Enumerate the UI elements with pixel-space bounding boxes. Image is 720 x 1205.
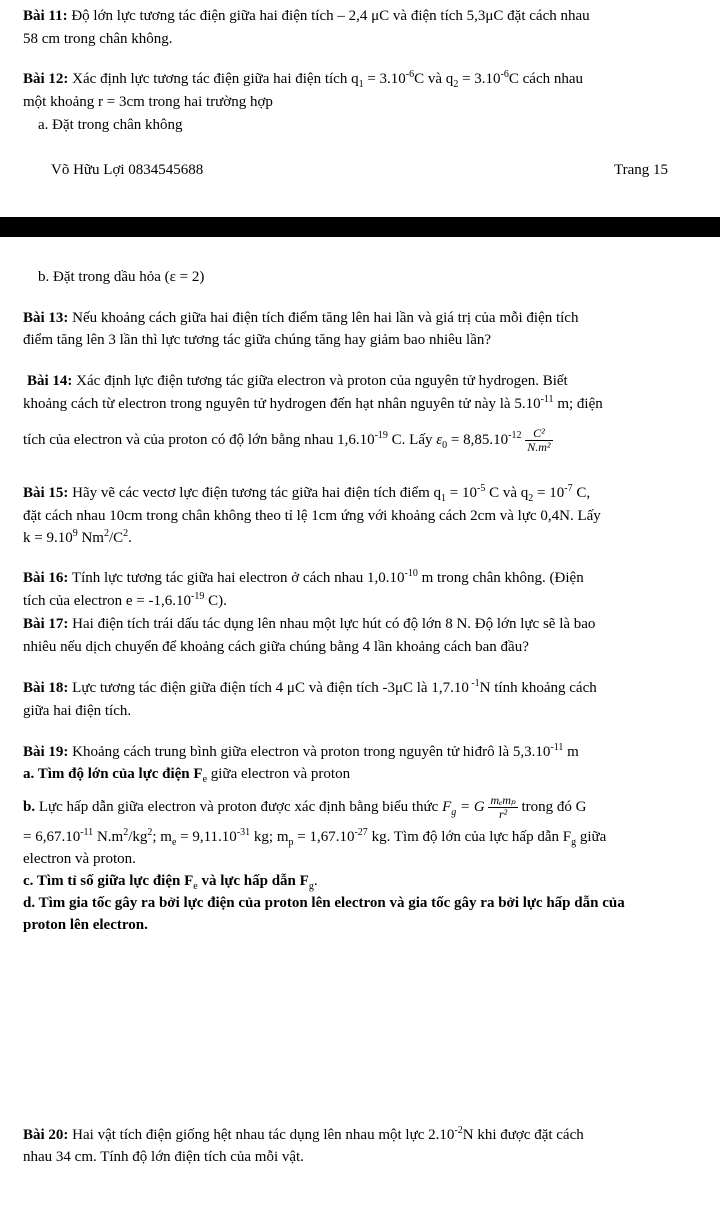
bai12-label: Bài 12: (23, 71, 69, 87)
epsilon-unit-fraction: $\frac{\text{C²}}{\text{N.m²}}$ (527, 426, 551, 455)
bai13-label: Bài 13: (23, 310, 69, 326)
bai12-part-b: b. Đặt trong dầu hỏa (ε = 2) (38, 269, 205, 285)
footer-author: Võ Hữu Lợi 0834545688 (51, 162, 204, 178)
footer-page-number: Trang 15 (614, 162, 669, 178)
bai20-line1: Bài 20: Hai vật tích điện giống hệt nhau tác dụng lên nhau một lực $2.10^{-2}N$ khi được đặt cách (23, 1125, 584, 1143)
bai16-line1: Bài 16: Tính lực tương tác giữa hai electron ở cách nhau $1,0.10^{-10}$ m trong chân không. (Điện (23, 568, 584, 586)
bai18-line2: giữa hai điện tích. (23, 703, 132, 719)
bai11-line2: 58 cm trong chân không. (23, 31, 173, 47)
bai17-line2: nhiêu nếu dịch chuyển để khoảng cách giữa chúng bằng 4 lần khoảng cách ban đầu? (23, 639, 529, 655)
bai17-line1: Bài 17: Hai điện tích trái dấu tác dụng lên nhau một lực hút có độ lớn 8 N. Độ lớn lực sẽ là bao (23, 616, 596, 632)
bai18-label: Bài 18: (23, 680, 69, 696)
bai13-line2: điểm tăng lên 3 lần thì lực tương tác giữa chúng tăng hay giảm bao nhiêu lần? (23, 332, 492, 348)
bai16-label: Bài 16: (23, 570, 69, 586)
bai20-label: Bài 20: (23, 1127, 69, 1143)
bai15-label: Bài 15: (23, 485, 69, 501)
bai19-part-d: d. Tìm gia tốc gây ra bởi lực điện của proton lên electron và gia tốc gây ra bởi lực hấp dẫn của (23, 895, 625, 911)
bai14-line3: tích của electron và của proton có độ lớn bằng nhau $1,6.10^{-19}$ C. Lấy $\varepsilon_0 = 8,85.10^{-12}$ $\frac{\text{C²}}{\text{N.m²}}$ (23, 426, 551, 455)
bai14-label: Bài 14: (27, 373, 73, 389)
bai15-line1: Bài 15: Hãy vẽ các vectơ lực điện tương tác giữa hai điện tích điểm $q_1 = 10^{-5}$ C và $q_2 = 10^{-7}$ C, (23, 483, 591, 504)
bai11-line1: Bài 11: Độ lớn lực tương tác điện giữa hai điện tích – 2,4 μC và điện tích 5,3μC đặt cách nhau (23, 8, 590, 24)
bai12-part-a: a. Đặt trong chân không (38, 117, 183, 133)
bai18-line1: Bài 18: Lực tương tác điện giữa điện tích 4 μC và điện tích -3μC là 1,7.10 $^{-1}$N tính khoảng cách (23, 678, 597, 696)
gravity-formula-fraction: mₑmₚ r² (490, 793, 516, 822)
bai14-line1: Bài 14: Xác định lực điện tương tác giữa electron và proton của nguyên tử hydrogen. Biết (27, 373, 568, 389)
bai16-line2: tích của electron $e = -1,6.10^{-19}$ C). (23, 591, 227, 609)
bai15-line2: đặt cách nhau 10cm trong chân không theo tỉ lệ 1cm ứng với khoảng cách 2cm và lực 0,4N. Lấy (23, 508, 601, 524)
bai15-line3: $k = 9.10^9$ $Nm^2/C^2$. (23, 528, 132, 546)
bai19-label: Bài 19: (23, 744, 69, 760)
bai19-line3: = $6,67.10^{-11}$ $N.m^2/kg^2$; $m_e = 9,11.10^{-31}$ kg; $m_p = 1,67.10^{-27}$ kg. Tìm độ lớn của lực hấp dẫn $F_g$ giữa (23, 827, 607, 848)
bai17-label: Bài 17: (23, 616, 69, 632)
bai14-line2: khoảng cách từ electron trong nguyên tử hydrogen đến hạt nhân nguyên tử này là $5.10^{-11}$ m; điện (23, 394, 603, 412)
bai19-part-d-line2: proton lên electron. (23, 917, 148, 933)
page-break-bar (0, 217, 720, 237)
bai19-part-a: a. Tìm độ lớn của lực điện $F_e$ giữa electron và proton (23, 766, 351, 785)
bai20-line2: nhau 34 cm. Tính độ lớn điện tích của mỗi vật. (23, 1149, 304, 1165)
bai11-label: Bài 11: (23, 8, 68, 24)
bai19-part-b: b. Lực hấp dẫn giữa electron và proton được xác định bằng biểu thức $F_g = G$ mₑmₚ r² trong đó G (23, 793, 587, 822)
bai13-line1: Bài 13: Nếu khoảng cách giữa hai điện tích điểm tăng lên hai lần và giá trị của mỗi điện tích (23, 310, 579, 326)
bai19-part-c: c. Tìm tỉ số giữa lực điện $F_e$ và lực hấp dẫn $F_g$. (23, 873, 318, 892)
bai19-line4: electron và proton. (23, 851, 136, 867)
bai12-line2: một khoảng r = 3cm trong hai trường hợp (23, 94, 273, 110)
bai12-line1: Bài 12: Xác định lực tương tác điện giữa hai điện tích $q_1 = 3.10^{-6}C$ và $q_2 = 3.10^{-6}C$ cách nhau (23, 69, 584, 90)
bai19-line1: Bài 19: Khoảng cách trung bình giữa electron và proton trong nguyên tử hiđrô là $5,3.10^{-11}$ m (23, 742, 579, 760)
